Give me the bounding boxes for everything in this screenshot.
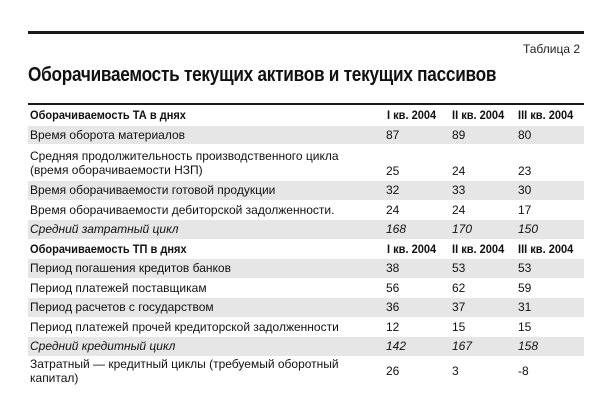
cell-q1: 25: [382, 145, 448, 181]
row-label: Период платежей прочей кредиторской задолженности: [28, 317, 382, 337]
cell-q3: 53: [514, 259, 584, 279]
table-number-label: Таблица 2: [522, 42, 580, 56]
cell-q1: 12: [382, 317, 448, 337]
table-title: Оборачиваемость текущих активов и текущих пассивов: [28, 64, 497, 86]
row-label: Средний затратный цикл: [28, 220, 382, 240]
row-label: Время оборачиваемости дебиторской задолженности.: [28, 200, 382, 220]
title-rule: [28, 103, 584, 105]
cell-q3: 23: [514, 145, 584, 181]
cell-q1: 87: [382, 125, 448, 145]
row-label: Время оборота материалов: [28, 125, 382, 145]
table-row: [28, 278, 584, 298]
cell-q2: 24: [448, 200, 514, 220]
cell-q3: 17: [514, 200, 584, 220]
cell-q1: 36: [382, 298, 448, 318]
table-row: [28, 298, 584, 318]
cell-q2: 167: [448, 337, 514, 357]
cell-q2: 3: [448, 356, 514, 385]
table-row-total: [28, 356, 584, 385]
top-rule: [28, 31, 584, 34]
assets-header-row: [28, 106, 584, 125]
table-row: [28, 200, 584, 220]
row-label: Период расчетов с государством: [28, 298, 382, 318]
cell-q2: 33: [448, 181, 514, 201]
cell-q2: 37: [448, 298, 514, 318]
cell-q3: 30: [514, 181, 584, 201]
row-label-line1: Средняя продолжительность производственного цикла: [30, 148, 339, 163]
row-label: Средний кредитный цикл: [28, 337, 382, 357]
cell-q1: 24: [382, 200, 448, 220]
cell-q3: 158: [514, 337, 584, 357]
assets-header-label: Оборачиваемость ТА в днях: [28, 106, 382, 125]
row-label: Затратный — кредитный циклы (требуемый оборотный капитал): [28, 356, 382, 385]
cell-q2: 62: [448, 278, 514, 298]
cell-q1: 168: [382, 220, 448, 240]
cell-q3: 59: [514, 278, 584, 298]
cell-q3: 31: [514, 298, 584, 318]
cell-q3: 15: [514, 317, 584, 337]
table-row-subtotal: [28, 220, 584, 240]
table-row: [28, 125, 584, 145]
table-row: [28, 317, 584, 337]
header-q3: III кв. 2004: [514, 106, 584, 125]
cell-q2: 170: [448, 220, 514, 240]
cell-q3: 150: [514, 220, 584, 240]
cell-q2: 89: [448, 125, 514, 145]
header-q3: III кв. 2004: [514, 239, 584, 259]
liabilities-header-label: Оборачиваемость ТП в днях: [28, 239, 382, 259]
header-q2: II кв. 2004: [448, 239, 514, 259]
cell-q3: 80: [514, 125, 584, 145]
header-q2: II кв. 2004: [448, 106, 514, 125]
table-row: [28, 181, 584, 201]
cell-q2: 15: [448, 317, 514, 337]
cell-q2: 24: [448, 145, 514, 181]
row-label: Период платежей поставщикам: [28, 278, 382, 298]
row-label: Период погашения кредитов банков: [28, 259, 382, 279]
header-q1: I кв. 2004: [382, 239, 448, 259]
row-label-line2: (время оборачиваемости НЗП): [30, 162, 203, 177]
liabilities-header-row: [28, 239, 584, 259]
table-row: [28, 145, 584, 181]
row-label: [28, 145, 382, 181]
cell-q2: 53: [448, 259, 514, 279]
cell-q1: 32: [382, 181, 448, 201]
row-label: Время оборачиваемости готовой продукции: [28, 181, 382, 201]
cell-q1: 38: [382, 259, 448, 279]
table-row-subtotal: [28, 337, 584, 357]
header-q1: I кв. 2004: [382, 106, 448, 125]
cell-q3: -8: [514, 356, 584, 385]
cell-q1: 56: [382, 278, 448, 298]
cell-q1: 142: [382, 337, 448, 357]
turnover-table: [28, 106, 584, 386]
table-row: [28, 259, 584, 279]
cell-q1: 26: [382, 356, 448, 385]
